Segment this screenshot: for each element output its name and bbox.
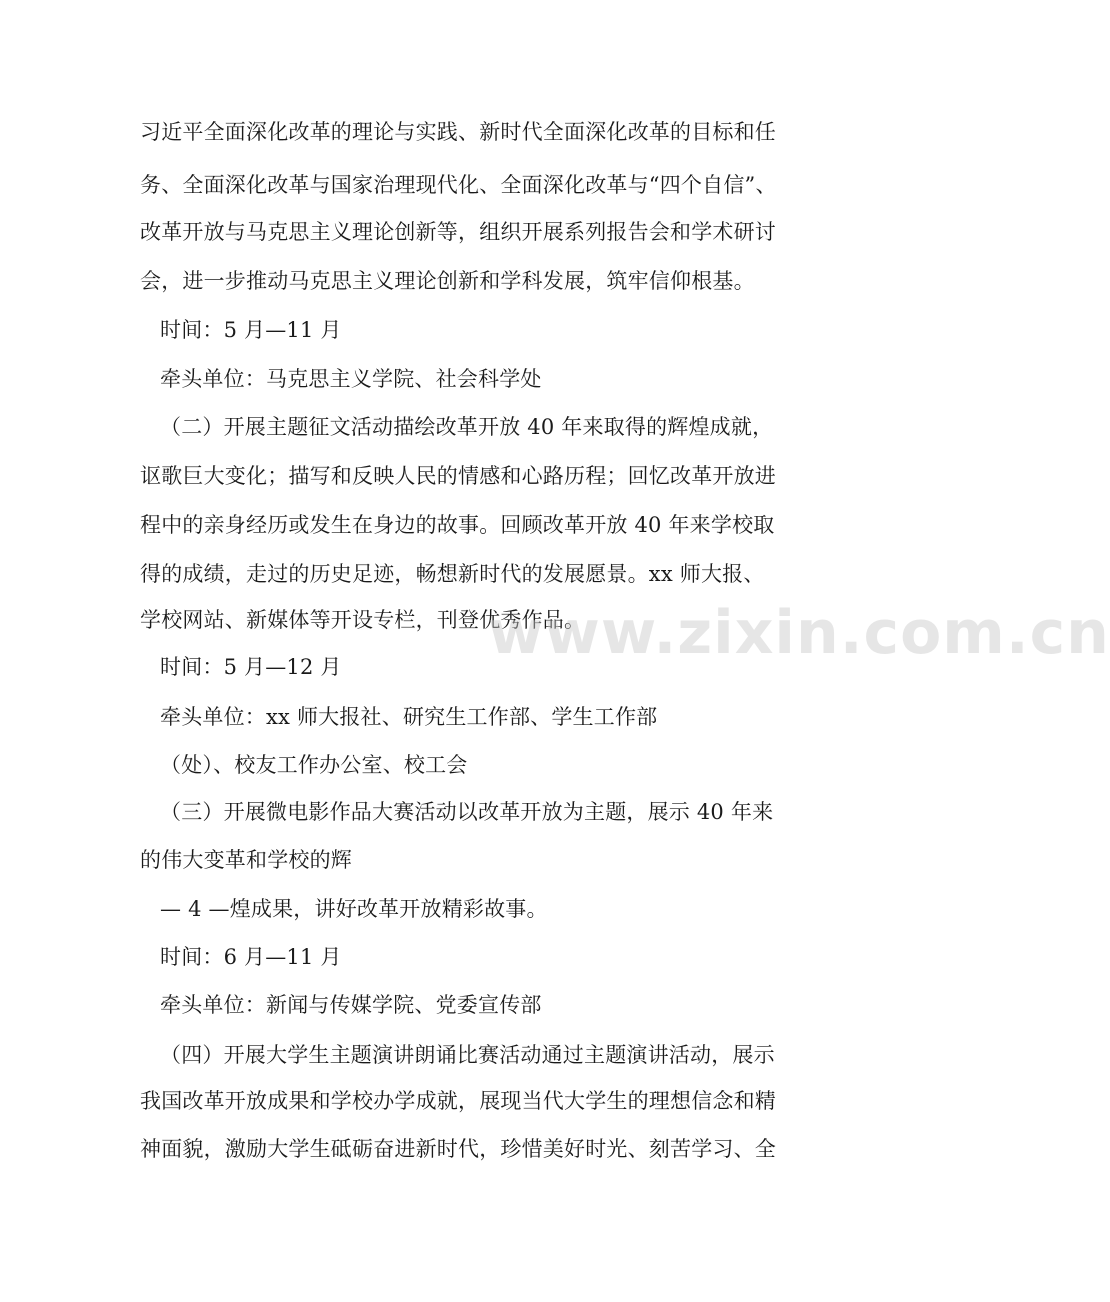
paragraph-line: 得的成绩，走过的历史足迹，畅想新时代的发展愿景。xx 师大报、 xyxy=(140,562,765,586)
section-heading-line: （四）开展大学生主题演讲朗诵比赛活动通过主题演讲活动，展示 xyxy=(160,1043,775,1067)
paragraph-line: 我国改革开放成果和学校办学成就，展现当代大学生的理想信念和精 xyxy=(140,1089,776,1113)
watermark-text: www.zixin.com.cn xyxy=(488,598,1110,668)
paragraph-line: 神面貌，激励大学生砥砺奋进新时代，珍惜美好时光、刻苦学习、全 xyxy=(140,1137,776,1161)
paragraph-line: 讴歌巨大变化；描写和反映人民的情感和心路历程；回忆改革开放进 xyxy=(140,464,776,488)
paragraph-line: 会，进一步推动马克思主义理论创新和学科发展，筑牢信仰根基。 xyxy=(140,269,755,293)
lead-unit-line: 牵头单位：xx 师大报社、研究生工作部、学生工作部 xyxy=(160,705,658,729)
paragraph-line: 的伟大变革和学校的辉 xyxy=(140,848,352,872)
paragraph-line: 习近平全面深化改革的理论与实践、新时代全面深化改革的目标和任 xyxy=(140,120,776,144)
paragraph-line: 改革开放与马克思主义理论创新等，组织开展系列报告会和学术研讨 xyxy=(140,220,776,244)
lead-unit-line: 牵头单位：马克思主义学院、社会科学处 xyxy=(160,367,542,391)
paragraph-line: 程中的亲身经历或发生在身边的故事。回顾改革开放 40 年来学校取 xyxy=(140,513,775,537)
section-heading-line: （三）开展微电影作品大赛活动以改革开放为主题，展示 40 年来 xyxy=(160,800,774,824)
lead-unit-line: 牵头单位：新闻与传媒学院、党委宣传部 xyxy=(160,993,542,1017)
section-heading-line: （二）开展主题征文活动描绘改革开放 40 年来取得的辉煌成就， xyxy=(160,415,774,439)
time-line: 时间：5 月—11 月 xyxy=(160,318,342,342)
lead-unit-continuation-line: （处）、校友工作办公室、校工会 xyxy=(160,753,468,777)
page-break-line: — 4 —煌成果，讲好改革开放精彩故事。 xyxy=(160,897,548,921)
paragraph-line: 学校网站、新媒体等开设专栏，刊登优秀作品。 xyxy=(140,608,586,632)
time-line: 时间：5 月—12 月 xyxy=(160,655,342,679)
time-line: 时间：6 月—11 月 xyxy=(160,945,342,969)
paragraph-line: 务、全面深化改革与国家治理现代化、全面深化改革与“四个自信”、 xyxy=(140,173,777,197)
